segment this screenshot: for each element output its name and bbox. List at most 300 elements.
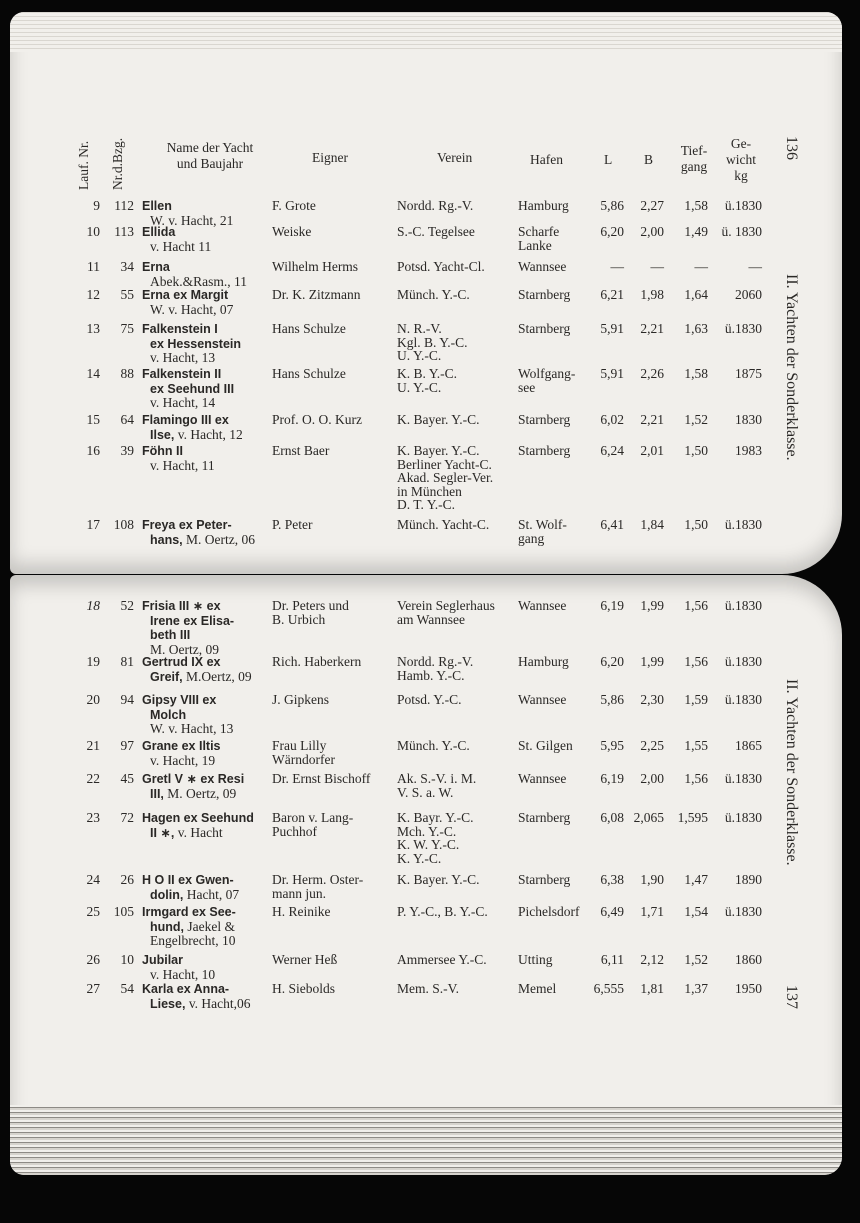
yacht-name: Gertrud IX ex bbox=[142, 655, 221, 669]
book-page-136 bbox=[10, 12, 842, 574]
owner-line: Wärndorfer bbox=[272, 751, 335, 767]
weight-value: — bbox=[748, 259, 762, 274]
bzg-nr-cell bbox=[104, 199, 134, 213]
yacht-name-cont: dolin, bbox=[150, 887, 184, 902]
bzg-nr-cell bbox=[104, 260, 134, 274]
bzg-nr-cell bbox=[104, 322, 134, 336]
builder-line: Abek.&Rasm., 11 bbox=[150, 273, 247, 289]
builder-inline: v. Hacht, 12 bbox=[174, 426, 243, 442]
harbor-line: Scharfe bbox=[518, 224, 560, 239]
yacht-name: Flamingo III ex bbox=[142, 413, 229, 427]
builder-line: W. v. Hacht, 21 bbox=[150, 212, 234, 228]
weight-cell bbox=[710, 288, 762, 302]
yacht-name-cont: Liese, bbox=[150, 996, 186, 1011]
draft-cell bbox=[668, 260, 708, 274]
length-cell bbox=[588, 288, 624, 302]
lauf-nr-cell bbox=[80, 260, 100, 274]
header-eigner: Eigner bbox=[312, 150, 348, 165]
lauf-nr-value: 17 bbox=[86, 517, 100, 532]
beam-cell bbox=[628, 655, 664, 669]
builder-inline: Hacht, 07 bbox=[183, 886, 240, 902]
header-tiefgang bbox=[676, 143, 712, 175]
bzg-nr-value: 54 bbox=[120, 981, 134, 996]
lauf-nr-cell bbox=[80, 288, 100, 302]
draft-value: 1,52 bbox=[684, 952, 708, 967]
beam-cell bbox=[628, 322, 664, 336]
club-cell bbox=[397, 199, 517, 213]
club-line: U. Y.-C. bbox=[397, 379, 442, 395]
owner-line: mann jun. bbox=[272, 885, 326, 901]
harbor-cell bbox=[518, 322, 588, 336]
bzg-nr-value: 55 bbox=[120, 287, 134, 302]
owner-cell bbox=[272, 444, 392, 458]
draft-cell bbox=[668, 905, 708, 919]
draft-cell bbox=[668, 199, 708, 213]
harbor-line: Starnberg bbox=[518, 872, 571, 887]
draft-value: 1,58 bbox=[684, 198, 708, 213]
bzg-nr-cell bbox=[104, 873, 134, 887]
bzg-nr-value: 64 bbox=[120, 412, 134, 427]
draft-value: 1,58 bbox=[684, 366, 708, 381]
beam-value: 1,98 bbox=[640, 287, 664, 302]
harbor-line: gang bbox=[518, 530, 545, 546]
lauf-nr-cell bbox=[80, 772, 100, 786]
length-cell bbox=[588, 367, 624, 381]
club-line: Verein Seglerhaus bbox=[397, 598, 495, 613]
length-cell bbox=[588, 655, 624, 669]
header-L: L bbox=[604, 152, 613, 167]
lauf-nr-cell bbox=[80, 873, 100, 887]
yacht-name: Falkenstein I bbox=[142, 322, 218, 336]
owner-cell bbox=[272, 225, 392, 239]
owner-cell bbox=[272, 772, 392, 786]
bzg-nr-cell bbox=[104, 655, 134, 669]
draft-value: 1,63 bbox=[684, 321, 708, 336]
harbor-cell bbox=[518, 225, 588, 252]
length-cell bbox=[588, 322, 624, 336]
owner-line: Wilhelm Herms bbox=[272, 259, 359, 274]
club-line: Potsd. Yacht-Cl. bbox=[397, 259, 485, 274]
club-cell bbox=[397, 518, 517, 532]
length-value: 5,95 bbox=[600, 738, 624, 753]
bzg-nr-value: 108 bbox=[113, 517, 134, 532]
club-line: Nordd. Rg.-V. bbox=[397, 198, 474, 213]
lauf-nr-value: 27 bbox=[86, 981, 100, 996]
owner-cell bbox=[272, 982, 392, 996]
beam-value: 2,065 bbox=[633, 810, 664, 825]
harbor-line: Starnberg bbox=[518, 810, 571, 825]
weight-value: ü.1830 bbox=[724, 904, 762, 919]
club-cell bbox=[397, 225, 517, 239]
bzg-nr-cell bbox=[104, 599, 134, 613]
beam-cell bbox=[628, 693, 664, 707]
beam-cell bbox=[628, 260, 664, 274]
length-value: 6,11 bbox=[600, 952, 624, 967]
length-value: — bbox=[610, 259, 624, 274]
header-tiefgang-line2: gang bbox=[680, 159, 708, 174]
harbor-line: Starnberg bbox=[518, 412, 571, 427]
lauf-nr-cell bbox=[80, 413, 100, 427]
harbor-cell bbox=[518, 199, 588, 213]
owner-line: Werner Heß bbox=[272, 952, 338, 967]
length-value: 6,19 bbox=[600, 598, 624, 613]
club-line: Münch. Y.-C. bbox=[397, 287, 470, 302]
yacht-name: Föhn II bbox=[142, 444, 183, 458]
weight-cell bbox=[710, 599, 762, 613]
yacht-name: Grane ex Iltis bbox=[142, 739, 221, 753]
builder-line: M. Oertz, 09 bbox=[150, 641, 219, 657]
weight-value: ü.1830 bbox=[724, 598, 762, 613]
yacht-name-cell bbox=[142, 518, 270, 547]
lauf-nr-value: 14 bbox=[86, 366, 100, 381]
club-line: Akad. Segler-Ver. bbox=[397, 470, 494, 485]
lauf-nr-cell bbox=[80, 444, 100, 458]
yacht-name: Karla ex Anna- bbox=[142, 982, 230, 996]
owner-line: B. Urbich bbox=[272, 611, 326, 627]
header-name-line1: Name der Yacht bbox=[166, 140, 254, 155]
lauf-nr-value: 19 bbox=[86, 654, 100, 669]
lauf-nr-value: 25 bbox=[86, 904, 100, 919]
owner-line: Hans Schulze bbox=[272, 366, 346, 381]
lauf-nr-cell bbox=[80, 655, 100, 669]
draft-value: 1,37 bbox=[684, 981, 708, 996]
weight-value: 1983 bbox=[735, 443, 762, 458]
club-line: Mch. Y.-C. bbox=[397, 823, 457, 839]
header-hafen: Hafen bbox=[530, 152, 563, 167]
draft-cell bbox=[668, 322, 708, 336]
length-cell bbox=[588, 982, 624, 996]
yacht-name: Erna bbox=[142, 260, 170, 274]
builder-line: v. Hacht, 14 bbox=[150, 395, 216, 410]
club-line: Mem. S.-V. bbox=[397, 981, 460, 996]
header-gewicht-line2: wicht bbox=[726, 152, 756, 167]
lauf-nr-value: 15 bbox=[86, 412, 100, 427]
beam-value: 1,99 bbox=[640, 598, 664, 613]
draft-cell bbox=[668, 811, 708, 825]
club-line: V. S. a. W. bbox=[397, 784, 454, 800]
harbor-cell bbox=[518, 655, 588, 669]
page-number-136: 136 bbox=[783, 136, 800, 160]
draft-cell bbox=[668, 518, 708, 532]
harbor-line: Hamburg bbox=[518, 198, 569, 213]
length-cell bbox=[588, 518, 624, 532]
lauf-nr-cell bbox=[80, 811, 100, 825]
builder-line: v. Hacht, 19 bbox=[150, 752, 216, 768]
builder-inline: v. Hacht bbox=[174, 824, 223, 840]
yacht-name-cell bbox=[142, 953, 270, 981]
lauf-nr-cell bbox=[80, 599, 100, 613]
yacht-name-cont: II ∗, bbox=[150, 825, 175, 840]
yacht-name-cell bbox=[142, 199, 270, 227]
weight-cell bbox=[710, 873, 762, 887]
draft-cell bbox=[668, 288, 708, 302]
club-cell bbox=[397, 599, 517, 626]
weight-value: 1890 bbox=[735, 872, 762, 887]
lauf-nr-value: 22 bbox=[86, 771, 100, 786]
club-line: Kgl. B. Y.-C. bbox=[397, 334, 468, 350]
lauf-nr-value: 16 bbox=[86, 443, 100, 458]
draft-cell bbox=[668, 739, 708, 753]
length-cell bbox=[588, 811, 624, 825]
owner-line: Rich. Haberkern bbox=[272, 654, 362, 669]
yacht-name-cont: hund, bbox=[150, 919, 185, 934]
length-value: 6,41 bbox=[600, 517, 624, 532]
harbor-cell bbox=[518, 413, 588, 427]
club-line: U. Y.-C. bbox=[397, 348, 442, 363]
owner-cell bbox=[272, 873, 392, 900]
owner-cell bbox=[272, 599, 392, 626]
club-line: K. Bayer. Y.-C. bbox=[397, 443, 480, 458]
yacht-name-cell bbox=[142, 693, 270, 736]
owner-cell bbox=[272, 739, 392, 766]
weight-value: ü.1830 bbox=[724, 771, 762, 786]
draft-value: 1,56 bbox=[684, 598, 708, 613]
yacht-name-cell bbox=[142, 322, 270, 365]
header-gewicht bbox=[720, 136, 762, 184]
builder-inline: M. Oertz, 06 bbox=[182, 531, 256, 547]
draft-value: — bbox=[694, 259, 708, 274]
harbor-line: St. Gilgen bbox=[518, 738, 573, 753]
owner-line: Ernst Baer bbox=[272, 443, 330, 458]
harbor-line: Wolfgang- bbox=[518, 366, 576, 381]
owner-cell bbox=[272, 199, 392, 213]
lauf-nr-value: 26 bbox=[86, 952, 100, 967]
harbor-line: Wannsee bbox=[518, 692, 567, 707]
owner-line: J. Gipkens bbox=[272, 692, 329, 707]
draft-value: 1,54 bbox=[684, 904, 708, 919]
harbor-cell bbox=[518, 693, 588, 707]
club-cell bbox=[397, 444, 517, 512]
beam-value: 1,71 bbox=[640, 904, 664, 919]
weight-value: 1865 bbox=[735, 738, 762, 753]
draft-cell bbox=[668, 873, 708, 887]
builder-inline: Jaekel & bbox=[184, 918, 235, 934]
length-cell bbox=[588, 772, 624, 786]
harbor-line: see bbox=[518, 379, 536, 395]
weight-cell bbox=[710, 811, 762, 825]
bzg-nr-value: 94 bbox=[120, 692, 134, 707]
builder-inline: M.Oertz, 09 bbox=[182, 668, 252, 684]
weight-value: 2060 bbox=[735, 287, 762, 302]
draft-cell bbox=[668, 413, 708, 427]
beam-cell bbox=[628, 225, 664, 239]
yacht-name-cell bbox=[142, 367, 270, 410]
length-value: 5,91 bbox=[600, 366, 624, 381]
header-gewicht-line3: kg bbox=[734, 168, 748, 183]
harbor-line: Wannsee bbox=[518, 771, 567, 786]
bzg-nr-cell bbox=[104, 444, 134, 458]
club-cell bbox=[397, 739, 517, 753]
weight-cell bbox=[710, 518, 762, 532]
bzg-nr-value: 105 bbox=[113, 904, 134, 919]
beam-cell bbox=[628, 367, 664, 381]
club-line: Ammersee Y.-C. bbox=[397, 952, 487, 967]
owner-line: Dr. K. Zitzmann bbox=[272, 287, 361, 302]
bzg-nr-cell bbox=[104, 225, 134, 239]
weight-cell bbox=[710, 739, 762, 753]
harbor-cell bbox=[518, 367, 588, 394]
club-cell bbox=[397, 288, 517, 302]
draft-value: 1,55 bbox=[684, 738, 708, 753]
yacht-name: Hagen ex Seehund bbox=[142, 811, 254, 825]
lauf-nr-cell bbox=[80, 225, 100, 239]
bottom-page-content bbox=[10, 575, 842, 1175]
owner-cell bbox=[272, 811, 392, 838]
owner-line: Puchhof bbox=[272, 823, 317, 839]
club-line: K. W. Y.-C. bbox=[397, 837, 460, 852]
draft-value: 1,50 bbox=[684, 443, 708, 458]
beam-cell bbox=[628, 518, 664, 532]
owner-line: Dr. Herm. Oster- bbox=[272, 872, 364, 887]
yacht-name: Gretl V ∗ ex Resi bbox=[142, 772, 245, 786]
bzg-nr-cell bbox=[104, 518, 134, 532]
weight-cell bbox=[710, 655, 762, 669]
yacht-name: H O II ex Gwen- bbox=[142, 873, 234, 887]
header-lauf-nr: Lauf. Nr. bbox=[76, 140, 91, 190]
weight-cell bbox=[710, 444, 762, 458]
club-line: Nordd. Rg.-V. bbox=[397, 654, 474, 669]
club-cell bbox=[397, 905, 517, 919]
length-cell bbox=[588, 693, 624, 707]
harbor-line: Pichelsdorf bbox=[518, 904, 580, 919]
weight-value: 1875 bbox=[735, 366, 762, 381]
yacht-name-cell bbox=[142, 772, 270, 801]
bzg-nr-value: 88 bbox=[120, 366, 134, 381]
header-nr-bzg: Nr.d.Bzg. bbox=[110, 137, 125, 190]
lauf-nr-value: 20 bbox=[86, 692, 100, 707]
length-value: 6,19 bbox=[600, 771, 624, 786]
builder-inline: M. Oertz, 09 bbox=[163, 785, 237, 801]
lauf-nr-value: 11 bbox=[87, 259, 100, 274]
bzg-nr-cell bbox=[104, 953, 134, 967]
draft-cell bbox=[668, 693, 708, 707]
draft-value: 1,50 bbox=[684, 517, 708, 532]
weight-cell bbox=[710, 413, 762, 427]
bzg-nr-value: 26 bbox=[120, 872, 134, 887]
yacht-name-cont: hans, bbox=[150, 532, 183, 547]
bzg-nr-value: 113 bbox=[114, 224, 134, 239]
beam-cell bbox=[628, 982, 664, 996]
bzg-nr-cell bbox=[104, 982, 134, 996]
yacht-name-cell bbox=[142, 288, 270, 316]
weight-cell bbox=[710, 322, 762, 336]
length-cell bbox=[588, 873, 624, 887]
beam-value: 1,99 bbox=[640, 654, 664, 669]
weight-value: ü.1830 bbox=[724, 810, 762, 825]
owner-line: Hans Schulze bbox=[272, 321, 346, 336]
weight-value: 1830 bbox=[735, 412, 762, 427]
beam-cell bbox=[628, 199, 664, 213]
length-value: 6,02 bbox=[600, 412, 624, 427]
book-page-137 bbox=[10, 575, 842, 1175]
club-cell bbox=[397, 811, 517, 865]
bzg-nr-value: 72 bbox=[120, 810, 134, 825]
builder-line: v. Hacht, 13 bbox=[150, 350, 216, 365]
club-cell bbox=[397, 953, 517, 967]
yacht-name-cell bbox=[142, 905, 270, 948]
draft-value: 1,64 bbox=[684, 287, 708, 302]
bzg-nr-cell bbox=[104, 413, 134, 427]
yacht-name-cont: Greif, bbox=[150, 669, 183, 684]
builder-inline: v. Hacht,06 bbox=[185, 995, 251, 1011]
beam-value: 2,27 bbox=[640, 198, 664, 213]
length-value: 6,38 bbox=[600, 872, 624, 887]
yacht-name-cont: Ilse, bbox=[150, 427, 175, 442]
beam-cell bbox=[628, 873, 664, 887]
beam-value: 2,30 bbox=[640, 692, 664, 707]
beam-value: 1,84 bbox=[640, 517, 664, 532]
lauf-nr-cell bbox=[80, 953, 100, 967]
yacht-name-cont: Irene ex Elisa- bbox=[150, 613, 235, 628]
harbor-cell bbox=[518, 772, 588, 786]
harbor-line: Memel bbox=[518, 981, 557, 996]
yacht-name-cell bbox=[142, 413, 270, 442]
yacht-name: Ellida bbox=[142, 225, 176, 239]
lauf-nr-value: 12 bbox=[86, 287, 100, 302]
club-line: K. Bayer. Y.-C. bbox=[397, 412, 480, 427]
beam-cell bbox=[628, 953, 664, 967]
club-line: D. T. Y.-C. bbox=[397, 497, 456, 512]
owner-line: Prof. O. O. Kurz bbox=[272, 412, 362, 427]
owner-cell bbox=[272, 413, 392, 427]
club-line: K. Y.-C. bbox=[397, 850, 442, 866]
builder-line: v. Hacht, 11 bbox=[150, 457, 215, 473]
length-value: 6,20 bbox=[600, 654, 624, 669]
beam-value: 2,26 bbox=[640, 366, 664, 381]
bzg-nr-cell bbox=[104, 772, 134, 786]
header-tiefgang-line1: Tief- bbox=[680, 143, 708, 158]
weight-cell bbox=[710, 953, 762, 967]
yacht-name: Falkenstein II bbox=[142, 367, 222, 381]
draft-cell bbox=[668, 444, 708, 458]
lauf-nr-cell bbox=[80, 367, 100, 381]
header-name-line2: und Baujahr bbox=[176, 156, 244, 171]
weight-cell bbox=[710, 905, 762, 919]
club-line: N. R.-V. bbox=[397, 321, 442, 336]
harbor-line: Starnberg bbox=[518, 287, 571, 302]
yacht-name-cell bbox=[142, 444, 270, 472]
draft-value: 1,49 bbox=[684, 224, 708, 239]
bzg-nr-cell bbox=[104, 905, 134, 919]
club-cell bbox=[397, 873, 517, 887]
club-line: K. Bayr. Y.-C. bbox=[397, 810, 474, 825]
weight-value: ü.1830 bbox=[724, 198, 762, 213]
beam-value: — bbox=[650, 259, 664, 274]
lauf-nr-cell bbox=[80, 693, 100, 707]
length-cell bbox=[588, 905, 624, 919]
length-cell bbox=[588, 953, 624, 967]
owner-line: H. Reinike bbox=[272, 904, 331, 919]
owner-line: H. Siebolds bbox=[272, 981, 336, 996]
club-line: Hamb. Y.-C. bbox=[397, 667, 465, 683]
beam-cell bbox=[628, 413, 664, 427]
harbor-cell bbox=[518, 288, 588, 302]
yacht-name: Gipsy VIII ex bbox=[142, 693, 217, 707]
draft-value: 1,47 bbox=[684, 872, 708, 887]
beam-cell bbox=[628, 288, 664, 302]
harbor-line: Wannsee bbox=[518, 259, 567, 274]
bzg-nr-value: 45 bbox=[120, 771, 134, 786]
yacht-name-cell bbox=[142, 655, 270, 684]
harbor-cell bbox=[518, 739, 588, 753]
draft-cell bbox=[668, 772, 708, 786]
length-value: 6,24 bbox=[600, 443, 624, 458]
bzg-nr-value: 97 bbox=[120, 738, 134, 753]
draft-value: 1,59 bbox=[684, 692, 708, 707]
club-line: S.-C. Tegelsee bbox=[397, 224, 475, 239]
harbor-line: St. Wolf- bbox=[518, 517, 567, 532]
owner-line: Frau Lilly bbox=[272, 738, 327, 753]
